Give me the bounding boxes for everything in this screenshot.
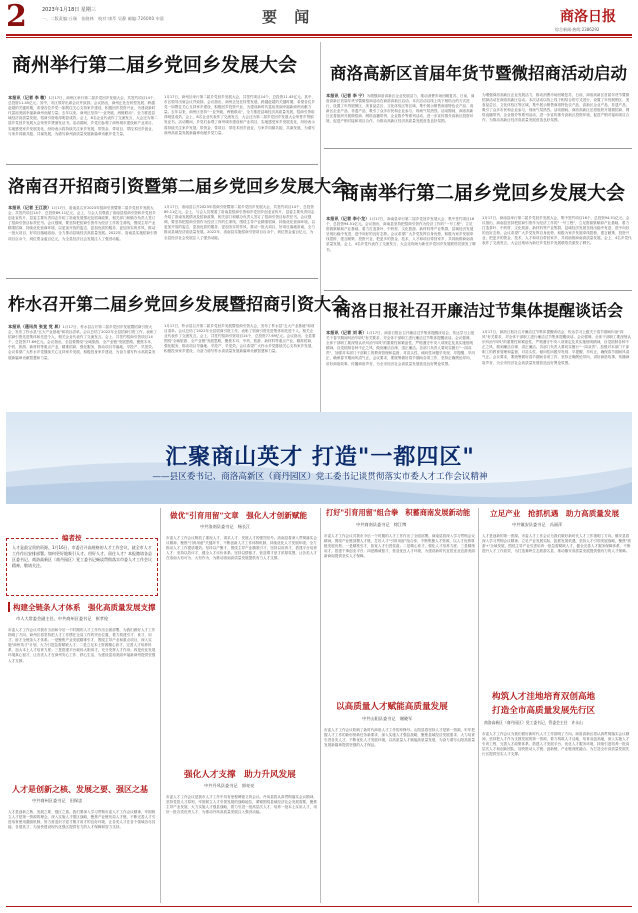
- column-heading: 构筑人才洼地培育双创高地: [492, 692, 596, 702]
- heading-marker: [8, 602, 10, 612]
- column-divider: [160, 508, 161, 903]
- article-body-cont: 1月17日，洛南县召开2023年招商引资暨第二届乡党回乡发展大会，共签约项目14个，总投资89.11亿元。会上，与会人员观看了洛南县招商引资和乡党回乡创业宣传片，县委主要负责同志介绍了洛南发展情况及招商政策，相关部门和镇办负责人签订了招商引资目标责任书。会议强调，要坚持把招商引资作为经济工作的生命线，围绕主导产业精准招商，持续优化营商环境，以更加开放的姿态、更加优质的服务、更加务实的作风，推动一批大项目、好项目落地洛南，全力推动县域经济高质量发展。2022年，洛南县实施招商引资项目百余个，到位资金逾百亿元，为全县经济社会发展注入了强劲动能。: [164, 205, 315, 240]
- column-heading-line2: 打造全市高质量发展先行区: [492, 706, 596, 716]
- column-body: 市委人才工作会议为我们做好新时代人才工作指明了方向。商洛高新区将认真贯彻落实会议精神，坚持把人才作为支撑发展的第一资源，着力构筑人才洼地，培育双创高地，深入实施人才引育工程，完善人才政策体系，搭建人才发展平台，优化人才服务环境，持续引进培养一批高层次人才和创新团队，加快推动人才链、创新链、产业链深度融合，为打造全市高质量发展先行区提供坚实人才支撑。: [482, 732, 630, 757]
- feature-title: 汇聚商山英才 打造"一都四区": [165, 444, 475, 470]
- column-heading: 打好"引育用留"组合拳 积蓄商南发展新动能: [326, 508, 471, 517]
- article-body: 本报讯（记者 刘 新）1月17日，商洛日报社召开廉洁过节集体提醒谈话会，传达学习上级关于春节期间纠治"四风"有关要求，对全体干部职工进行廉洁过节集体提醒谈话。会议强调，全体干部职工要深刻认识纠治"四风"的重要性和紧迫性，严格遵守中央八项规定及其实施细则精神，自觉抵制各种不正之风，做到廉洁自律、清正廉洁。各部门负责人要切实履行"一岗双责"，加强对本部门干部职工的教育管理和监督，对苗头性、倾向性问题早发现、早提醒、早纠正，确保春节期间风清气正。会议要求，要统筹做好春节期间各项工作，坚持正确舆论导向，讲好商洛故事，传播商洛声音，为全市经济社会高质量发展营造良好舆论氛围。: [326, 330, 475, 366]
- article-body-cont: 1月17日，商州区举行第二届乡党回乡发展大会，共签约项目14个，总投资11.45亿元。其中，市区领导出席会议并致辞。会议指出，商州正处在转型发展、跨越赶超的关键时期，希望各位乡党一如既往关心支持家乡建设，积极回乡投资兴业，为建设新时代富裕美丽幸福新商州贡献力量。去年以来，商州区坚持"一业突破、两链联动"，全力推进县域经济高质量发展，招商引资取得明显成效。会上，8名企业代表作了交流发言，大会还为第二届乡党回乡发展大会荣誉乡贤颁发证书。活动期间，乡党们参观了商州城市建设和产业项目，实地感受家乡发展变化，纷纷表示将持续关注家乡发展，带资金、带项目、带技术回乡创业，与家乡同频共振、共谋发展，为谱写商州高质量发展新篇章贡献乡党力量。: [164, 95, 316, 135]
- article-body-cont: 1月17日，柞水县召开第二届乡党回乡发展暨招商引资大会，发布了柞水县"五大产业基地"和项目清单。会议总结了2022年全县招商引资工作，表彰了招商引资先进集体和先进个人，相关企业代表作了交流发言。会上，共签约招商引资项目14个，总投资77.69亿元。会议指出，全县要围绕"全域旅游、全产业链"发展思路，聚焦木耳、中药、旅游、新材料等重点产业，精准招商，强化服务，推动项目早落地、早投产、早见效。会议希望广大柞水乡党继续关心支持家乡发展，积极投身家乡建设，为奋力谱写柞水高质量发展新篇章贡献智慧和力量。: [164, 324, 316, 354]
- column-divider: [478, 508, 479, 903]
- column-body: 市委人才工作会议对我市当前和今后一个时期的人才工作作出全面部署，为我们做好人才工作指明了方向。商州区将坚持把人才工作摆在全局工作的突出位置，着力构建引才、育才、用才、留才全链条人才体系。一是聚焦产业发展精准引才，围绕主导产业和重点项目，深入实施"商州英才"计划，大力引进急需紧缺人才；二是立足本土资源精心育才，完善人才培养体系，加大本土人才培育力度；三是搭建平台载体大胆用才，充分发挥人才作用；四是优化发展环境真心留才，让各类人才在商州安心工作、舒心生活，为建设富裕美丽幸福新商州提供坚强人才支撑。: [8, 628, 156, 663]
- headline-shangnan: 商南举行第二届乡党回乡发展大会: [340, 182, 626, 204]
- header-rule: [6, 34, 632, 36]
- column-byline: 商洛高新区（商丹园区）党工委书记、管委会主任 许永山: [484, 720, 583, 725]
- headline-shangzhou: 商州举行第二届乡党回乡发展大会: [12, 54, 298, 76]
- column-byline: 中共镇安县委书记 冯丽萍: [512, 522, 563, 527]
- newspaper-logo: 商洛日报: [560, 9, 616, 25]
- divider: [324, 290, 632, 291]
- article-body-cont: 为增强商洛高新区企业发展活力，推动消费市场回暖复苏，日前，商洛高新区首届年货节暨微招商活动在商洛高新区启动。本次活动以线上线下相结合的方式进行，设置了年货展销区、美食品尝区、文化体验区等区域，集中展示销售商洛特色农产品、高新区企业产品、非遗产品，吸引了众多市民和企业参与，现场气氛热烈。活动期间，商洛高新区还将组织开展微招商、网络直播带货、企业推介等系列活动，进一步宣传推介高新区投资环境，促进产销对接和项目合作，为推动高新区经济高质量发展营造良好氛围。: [482, 93, 630, 123]
- column-body: 人才是创新之核、发展之要、强区之基。我们要深入学习贯彻市委人才工作会议精神，牢固树立人才是第一资源的理念，深入实施人才强区战略，聚焦产业链布局人才链，不断完善人才引进培育使用激励机制，努力营造识才爱才敬才用才的良好环境，让各类人才在各个领域各尽其能、各展其才，为加快建设现代化强区提供有力的人才保障和智力支持。: [8, 810, 156, 830]
- divider: [6, 164, 318, 165]
- divider: [324, 148, 632, 149]
- column-heading: 以高质量人才赋能高质量发展: [336, 702, 448, 712]
- editor-note-text: 人才是最宝贵的资源。1月16日，市委召开高规格的人才工作会议，就全市人才工作作出安排部署。如何更好地吸引人才、用好人才、留住人才？本报邀请各县区委书记、商洛高新区（商丹园区）党工委书记畅谈贯彻落实市委人才工作会议精神，敬请关注。: [12, 545, 152, 568]
- column-body: 市委人才工作会议吹响了新时代商洛人才工作的冲锋号。山阳县将坚持人才是第一资源，牢牢把握人才工作的新形势新任务新要求，深入实施人才强县战略，聚焦县域经济发展需求，大力培育引进各类人才，不断优化人才发展环境，以高质量人才赋能高质量发展，为奋力谱写山阳高质量发展新篇章提供坚强的人才保证。: [324, 728, 475, 748]
- feature-subtitle: ——县区委书记、商洛高新区（商丹园区）党工委书记谈贯彻落实市委人才工作会议精神: [152, 472, 488, 482]
- column-byline: 中共丹凤县委书记 郭亮亮: [204, 783, 255, 788]
- page-number: 2: [6, 0, 27, 34]
- article-body-cont: 1月17日，商南县举行第二届乡党回乡发展大会，集中签约项目16个，总投资94.51亿元。会议指出，商南县坚持把招商引资作为经济工作的"一号工程"，立足资源禀赋和产业基础，着力打造茶叶、中药材、文化旅游、新材料等产业集群，县域经济发展呈现出稳中有进、进中向好的良好态势。会议希望广大乡党发挥自身优势，积极为家乡发展牵线搭桥、建言献策、投资兴业，把更多的资金、技术、人才和项目带回家乡，共同助推商南高质量发展。会上，4名乡党代表作了交流发言，大会还现场为新任乡党回乡发展联络员颁发了聘书。: [482, 216, 632, 246]
- column-body: 市委人才工作会议对我市今后一个时期的人才工作作出了全面部署。商南县将深入学习贯彻会议精神，围绕产业链部署人才链，打好人才"引育用留"组合拳，不断集聚人才资源，以人才优势厚植发展优势。一是精准引才，拓宽人才引进渠道；二是精心育才，强化人才培养力度；三是精细用才，搭建干事创业平台；四是精诚留才，营造优良人才环境，为建设新时代宜居宜业宜游美丽新商南提供坚实人才保障。: [324, 534, 475, 559]
- column-heading: 人才是创新之核、发展之要、强区之基: [12, 784, 148, 794]
- column-divider: [320, 42, 321, 412]
- article-body: 本报讯（记者 李 敏）1月17日，商州区举行第二届乡党回乡发展大会，共签约项目14个，总投资11.45亿元。其中，市区领导出席会议并致辞。会议指出，商州正处在转型发展、跨越赶超的关键时期，希望各位乡党一如既往关心支持家乡建设，积极回乡投资兴业，为建设新时代富裕美丽幸福新商州贡献力量。去年以来，商州区坚持"一业突破、两链联动"，全力推进县域经济高质量发展，招商引资取得明显成效。会上，8名企业代表作了交流发言，大会还为第二届乡党回乡发展大会荣誉乡贤颁发证书。活动期间，乡党们参观了商州城市建设和产业项目，实地感受家乡发展变化，纷纷表示将持续关注家乡发展，带资金、带项目、带技术回乡创业，与家乡同频共振、共谋发展，为谱写商州高质量发展新篇章贡献乡党力量。: [8, 95, 158, 136]
- column-body: 人才是创新的第一资源。市委人才工作会议为我们做好新时代人才工作指明了方向。镇安县将深入学习贯彻会议精神，立足产业发展实际，抢抓发展机遇，坚持人才引领发展战略，聚焦"旅游+"全域发展，围绕主导产业引进培育一批急需紧缺人才，健全完善人才服务保障体系，不断提升人才工作质效，为打造秦岭生态旅游名县、推动镇安高质量发展提供强有力的人才保障。: [482, 534, 631, 554]
- column-heading: 立足产业 抢抓机遇 助力高质量发展: [490, 509, 620, 518]
- headline-ribaoshe: 商洛日报社召开廉洁过节集体提醒谈话会: [335, 301, 624, 320]
- divider: [6, 278, 318, 279]
- section-title: 要 闻: [262, 8, 316, 26]
- article-body: 本报讯（通讯员 张宣 党 昇）1月17日，柞水县召开第二届乡党回乡发展暨招商引资大会，发布了柞水县"五大产业基地"和项目清单。会议总结了2022年全县招商引资工作，表彰了招商引资先进集体和先进个人，相关企业代表作了交流发言。会上，共签约招商引资项目14个，总投资77.69亿元。会议指出，全县要围绕"全域旅游、全产业链"发展思路，聚焦木耳、中药、旅游、新材料等重点产业，精准招商，强化服务，推动项目早落地、早投产、早见效。会议希望广大柞水乡党继续关心支持家乡发展，积极投身家乡建设，为奋力谱写柞水高质量发展新篇章贡献智慧和力量。: [8, 324, 158, 360]
- column-byline: 中共山阳县委书记 谢晓军: [362, 716, 413, 721]
- column-byline: 中共洛南县委书记 杨长江: [200, 524, 251, 529]
- column-body: 市委人才工作会议释放了重视人才、渴求人才、发展人才的强烈信号。洛南县将深入贯彻落实会议精神，聚焦"引育用留"关键环节，不断创新人才工作体制机制，持续优化人才发展环境，全力推动人才工作提质增效。坚持以产聚才，围绕主导产业精准引才；坚持以用育才，搭建平台培养人才；坚持以效评才，健全人才评价体系；坚持以情留才，营造尊才爱才浓厚氛围，让各类人才在洛南大有可为、大有作为，为推动洛南高质量发展提供有力人才支撑。: [166, 536, 317, 561]
- column-heading: 做优"引育用留"文章 强化人才创新赋能: [170, 511, 308, 520]
- article-body: 本报讯（记者 王江波）1月17日，洛南县召开2023年招商引资暨第二届乡党回乡发展大会，共签约项目14个，总投资89.11亿元。会上，与会人员观看了洛南县招商引资和乡党回乡创业宣传片，县委主要负责同志介绍了洛南发展情况及招商政策，相关部门和镇办负责人签订了招商引资目标责任书。会议强调，要坚持把招商引资作为经济工作的生命线，围绕主导产业精准招商，持续优化营商环境，以更加开放的姿态、更加优质的服务、更加务实的作风，推动一批大项目、好项目落地洛南，全力推动县域经济高质量发展。2022年，洛南县实施招商引资项目百余个，到位资金逾百亿元，为全县经济社会发展注入了强劲动能。: [8, 205, 158, 241]
- column-body: 市委人才工作会议是我市人才工作中具有里程碑意义的会议。丹凤县将认真贯彻落实会议精神，坚持党管人才原则，牢固树立人才引领发展的战略地位，紧紧围绕县域经济社会发展需要，聚焦主导产业发展，大力实施人才强县战略，着力引进一批高层次人才，培养一批本土实用人才，用好一批各类优秀人才，为推动丹凤高质量发展注入强劲动能。: [166, 795, 317, 815]
- column-heading: 强化人才支撑 助力升风发展: [184, 770, 296, 780]
- column-divider: [320, 508, 321, 903]
- column-heading: 构建全链条人才体系 强化高质量发展支撑: [13, 603, 156, 612]
- headline-zhashui: 柞水召开第二届乡党回乡发展暨招商引资大会: [8, 295, 348, 315]
- header-rule-thin: [6, 37, 632, 38]
- article-body: 本报讯（记者 李小龙）1月17日，商南县举行第二届乡党回乡发展大会，集中签约项目16个，总投资94.51亿元。会议指出，商南县坚持把招商引资作为经济工作的"一号工程"，立足资源禀赋和产业基础，着力打造茶叶、中药材、文化旅游、新材料等产业集群，县域经济发展呈现出稳中有进、进中向好的良好态势。会议希望广大乡党发挥自身优势，积极为家乡发展牵线搭桥、建言献策、投资兴业，把更多的资金、技术、人才和项目带回家乡，共同助推商南高质量发展。会上，4名乡党代表作了交流发言，大会还现场为新任乡党回乡发展联络员颁发了聘书。: [326, 216, 476, 252]
- headline-gaoxinqu: 商洛高新区首届年货节暨微招商活动启动: [330, 64, 627, 83]
- editor-note-label: 编者按: [58, 533, 86, 542]
- column-byline: 中共商州区委书记 田保忠: [32, 798, 83, 803]
- article-body-cont: 1月17日，商洛日报社召开廉洁过节集体提醒谈话会，传达学习上级关于春节期间纠治"四风"有关要求，对全体干部职工进行廉洁过节集体提醒谈话。会议强调，全体干部职工要深刻认识纠治"四风"的重要性和紧迫性，严格遵守中央八项规定及其实施细则精神，自觉抵制各种不正之风，做到廉洁自律、清正廉洁。各部门负责人要切实履行"一岗双责"，加强对本部门干部职工的教育管理和监督，对苗头性、倾向性问题早发现、早提醒、早纠正，确保春节期间风清气正。会议要求，要统筹做好春节期间各项工作，坚持正确舆论导向，讲好商洛故事，传播商洛声音，为全市经济社会高质量发展营造良好舆论氛围。: [482, 330, 631, 365]
- issue-date: 2023年1月18日 星期三: [42, 7, 96, 13]
- column-byline: 中共商南县委书记 徐江博: [356, 522, 407, 527]
- editor-credits: 一、二版责编:丘瑞 张晓林 校对:康萃 吴静 邮编:726000 申晨: [42, 16, 165, 21]
- headline-luonan: 洛南召开招商引资暨第二届乡党回乡发展大会: [8, 177, 348, 197]
- edition-info: 综合新闻·热线:2386292: [555, 27, 600, 32]
- column-byline: 市人大常委会副主任、中共商州区委书记 崔孝栓: [16, 616, 109, 621]
- article-body: 本报讯（记者 李 宁）为增强商洛高新区企业发展活力，推动消费市场回暖复苏，日前，商洛高新区首届年货节暨微招商活动在商洛高新区启动。本次活动以线上线下相结合的方式进行，设置了年货展销区、美食品尝区、文化体验区等区域，集中展示销售商洛特色农产品、高新区企业产品、非遗产品，吸引了众多市民和企业参与，现场气氛热烈。活动期间，商洛高新区还将组织开展微招商、网络直播带货、企业推介等系列活动，进一步宣传推介高新区投资环境，促进产销对接和项目合作，为推动高新区经济高质量发展营造良好氛围。: [326, 93, 475, 124]
- footer-rule: [6, 906, 632, 907]
